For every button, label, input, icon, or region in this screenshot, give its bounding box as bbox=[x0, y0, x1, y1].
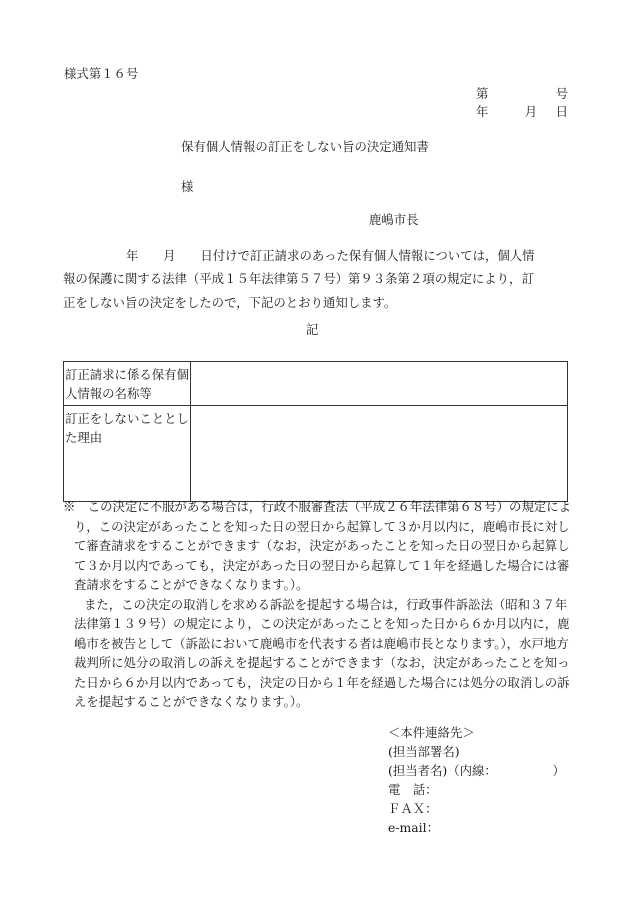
number-label: 第 bbox=[476, 86, 489, 101]
note-paragraph-2: また，この決定の取消しを求める訴訟を提起する場合は，行政事件訴訟法（昭和３７年法律第１３９号）の規定により，この決定があったことを知った日から６か月以内に，鹿嶋市を被告として（訴訟において鹿嶋市を代表する者は鹿嶋市長となります。），水戸地方裁判所に処分の取消しの訴えを提起することができます（なお，決定があったことを知った日から６か月以内であっても，決定の日から１年を経過した場合には処分の取消しの訴えを提起することができなくなります。）。 bbox=[74, 596, 570, 709]
document-title: 保有個人情報の訂正をしない旨の決定通知書 bbox=[181, 139, 429, 154]
form-number: 様式第１６号 bbox=[64, 66, 139, 81]
contact-department: (担当部署名) bbox=[388, 744, 460, 759]
contact-person: (担当者名) bbox=[388, 763, 448, 778]
contact-block bbox=[388, 723, 565, 837]
date-month: 月 bbox=[524, 104, 538, 119]
date-row bbox=[476, 102, 568, 120]
body-line-3: 正をしない旨の決定をしたので，下記のとおり通知します。 bbox=[63, 294, 397, 310]
date-day: 日 bbox=[555, 104, 568, 119]
contact-person-line bbox=[388, 761, 565, 780]
document-number-row bbox=[476, 84, 568, 102]
table-row bbox=[64, 362, 568, 406]
contact-phone: 電 話： bbox=[388, 782, 438, 797]
body-line-2: 報の保護に関する法律（平成１５年法律第５７号）第９３条第２項の規定により，訂 bbox=[63, 271, 534, 287]
body-text bbox=[63, 244, 568, 314]
contact-heading: ＜本件連絡先＞ bbox=[388, 725, 475, 740]
addressee: 様 bbox=[181, 179, 194, 194]
info-table bbox=[63, 361, 568, 502]
note-paragraph-1: ※ この決定に不服がある場合は，行政不服審査法（平成２６年法律第６８号）の規定により，この決定があったことを知った日の翌日から起算して３か月以内に，鹿嶋市長に対して審査請求をすることができます（なお，決定があったことを知った日の翌日から起算して３か月以内であっても，決定があった日の翌日から起算して１年を経過した場合には審査請求をすることができなくなります。）。 bbox=[63, 499, 572, 592]
number-suffix: 号 bbox=[555, 86, 568, 101]
contact-extension: （内線： ） bbox=[447, 763, 565, 778]
contact-email: e-mail： bbox=[388, 820, 439, 835]
notes bbox=[63, 497, 571, 712]
table-row bbox=[64, 406, 568, 502]
contact-fax: ＦＡＸ： bbox=[388, 801, 438, 816]
row2-value bbox=[191, 406, 568, 502]
sender: 鹿嶋市長 bbox=[369, 212, 419, 227]
row1-label: 訂正請求に係る保有個人情報の名称等 bbox=[64, 362, 191, 406]
body-line-1: 年 月 日付けで訂正請求のあった保有個人情報については，個人情 bbox=[126, 248, 535, 263]
date-year: 年 bbox=[476, 104, 489, 119]
row2-label: 訂正をしないこととした理由 bbox=[64, 406, 191, 502]
row1-value bbox=[191, 362, 568, 406]
ki-heading: 記 bbox=[306, 322, 319, 337]
